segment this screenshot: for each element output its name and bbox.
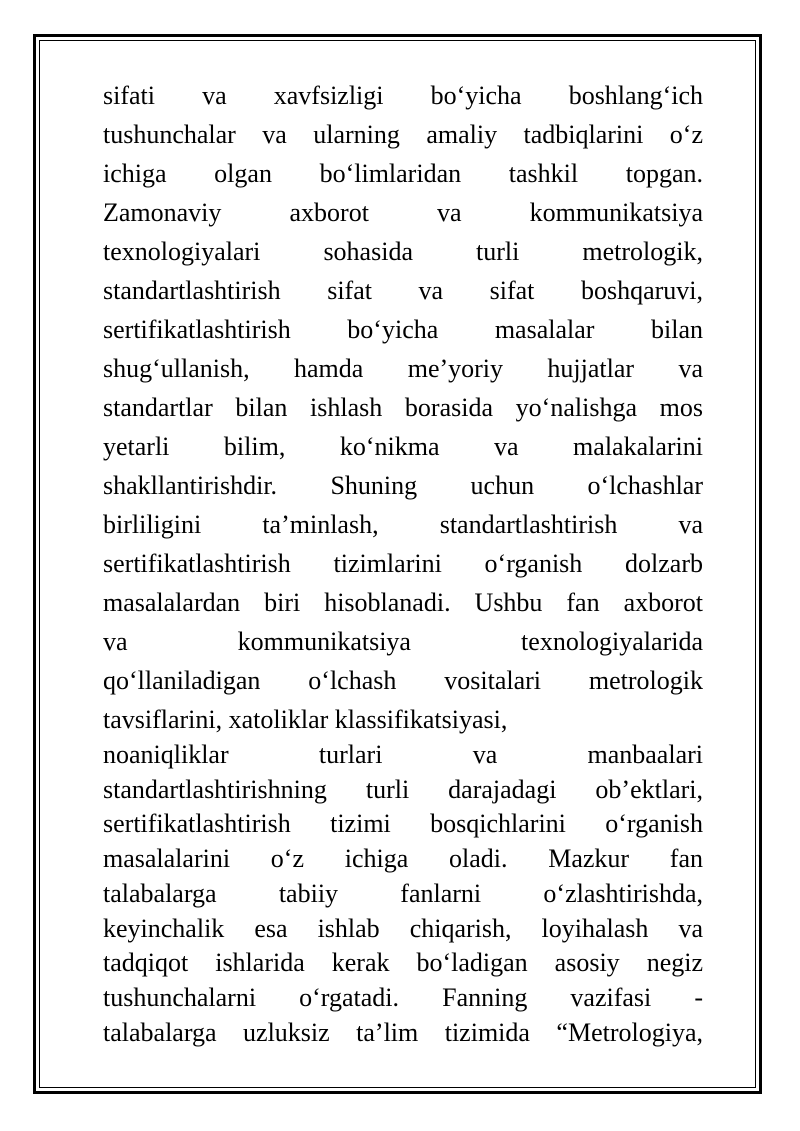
text-line: talabalarga tabiiy fanlarni o‘zlashtirishda, bbox=[103, 878, 703, 908]
text-line: sertifikatlashtirish bo‘yicha masalalar bilan bbox=[103, 315, 703, 344]
text-line: keyinchalik esa ishlab chiqarish, loyihalash va bbox=[103, 913, 703, 943]
text-line: yetarli bilim, ko‘nikma va malakalarini bbox=[103, 432, 703, 461]
text-line: shakllantirishdir. Shuning uchun o‘lchashlar bbox=[103, 471, 703, 500]
text-line: texnologiyalari sohasida turli metrologik, bbox=[103, 237, 703, 266]
text-line: qo‘llaniladigan o‘lchash vositalari metrologik bbox=[103, 666, 703, 695]
text-line: va kommunikatsiya texnologiyalarida bbox=[103, 627, 703, 656]
text-line: standartlashtirishning turli darajadagi ob’ektlari, bbox=[103, 774, 703, 804]
text-line: masalalardan biri hisoblanadi. Ushbu fan axborot bbox=[103, 588, 703, 617]
text-line: birliligini ta’minlash, standartlashtirish va bbox=[103, 510, 703, 539]
text-line: tadqiqot ishlarida kerak bo‘ladigan asosiy negiz bbox=[103, 948, 703, 978]
text-line: noaniqliklar turlari va manbaalari bbox=[103, 740, 703, 769]
text-line: tushunchalarni o‘rgatadi. Fanning vazifasi - bbox=[103, 982, 703, 1012]
text-line: standartlar bilan ishlash borasida yo‘nalishga mos bbox=[103, 393, 703, 422]
text-line: sertifikatlashtirish tizimlarini o‘rganish dolzarb bbox=[103, 549, 703, 578]
text-line: shug‘ullanish, hamda me’yoriy hujjatlar va bbox=[103, 354, 703, 383]
text-line: sifati va xavfsizligi bo‘yicha boshlang‘ich bbox=[103, 81, 703, 110]
text-line: tavsiflarini, xatoliklar klassifikatsiyasi, bbox=[103, 705, 508, 734]
text-line: ichiga olgan bo‘limlaridan tashkil topgan. bbox=[103, 159, 703, 188]
text-line: standartlashtirish sifat va sifat boshqaruvi, bbox=[103, 276, 703, 305]
text-line: masalalarini o‘z ichiga oladi. Mazkur fan bbox=[103, 844, 703, 874]
text-line: talabalarga uzluksiz ta’lim tizimida “Metrologiya, bbox=[103, 1017, 703, 1047]
text-line: Zamonaviy axborot va kommunikatsiya bbox=[103, 198, 703, 227]
text-line: tushunchalar va ularning amaliy tadbiqlarini o‘z bbox=[103, 120, 703, 149]
text-line: sertifikatlashtirish tizimi bosqichlarini o‘rganish bbox=[103, 809, 703, 839]
paragraph-block-upper bbox=[103, 76, 703, 739]
paragraph-block-lower bbox=[103, 738, 703, 1050]
